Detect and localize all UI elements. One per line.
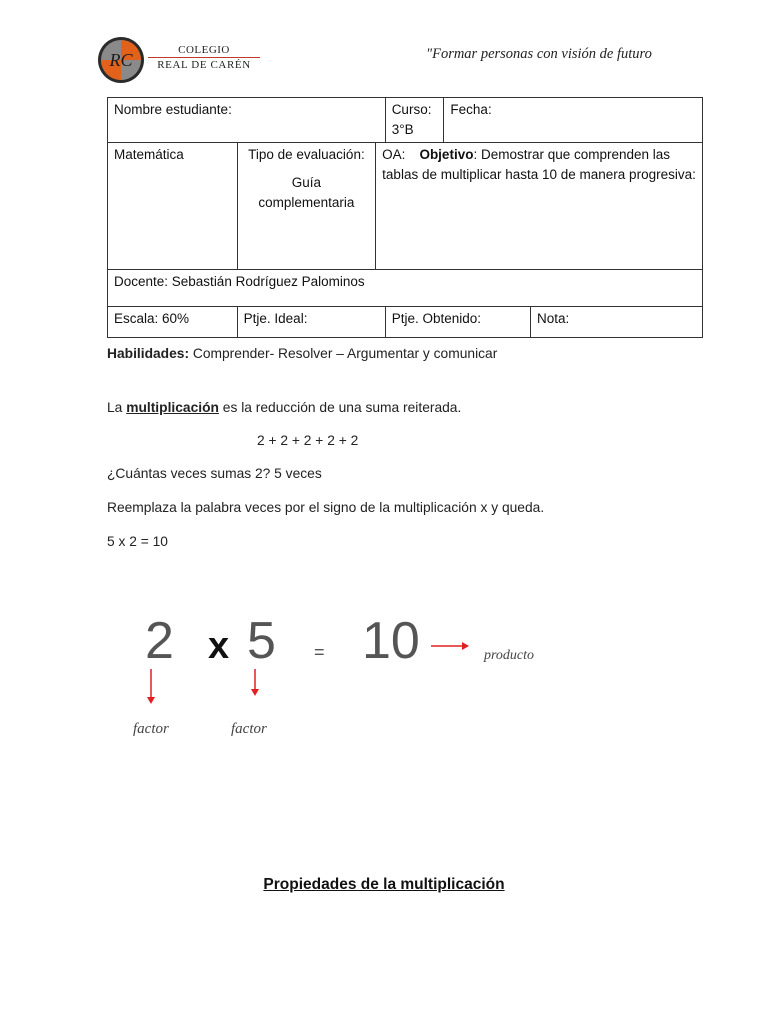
example-line: 5 x 2 = 10	[107, 534, 168, 549]
instruction-line: Reemplaza la palabra veces por el signo de la multiplicación x y queda.	[107, 500, 545, 515]
evaluation-type-value: Guía complementaria	[258, 175, 355, 210]
intro-post: es la reducción de una suma reiterada.	[218, 400, 462, 415]
obtained-score-cell[interactable]: Ptje. Obtenido:	[385, 307, 530, 338]
scale-cell: Escala: 60%	[108, 307, 238, 338]
school-name-line1: COLEGIO	[178, 44, 230, 56]
grade-cell[interactable]: Nota:	[530, 307, 702, 338]
times-sign: x	[208, 625, 230, 667]
factor2-label: factor	[231, 721, 267, 737]
school-motto: "Formar personas con visión de futuro	[426, 46, 652, 62]
teacher-cell: Docente: Sebastián Rodríguez Palominos	[108, 270, 703, 307]
factor1-arrow	[147, 669, 155, 704]
factor1-digit: 2	[145, 612, 174, 670]
question-line: ¿Cuántas veces sumas 2? 5 veces	[107, 466, 322, 481]
oa-prefix: OA:	[382, 147, 406, 162]
subject-cell: Matemática	[108, 143, 238, 270]
intro-pre: La	[107, 400, 127, 415]
date-cell[interactable]: Fecha:	[444, 98, 703, 143]
product-label: producto	[484, 648, 535, 663]
skills-text: Comprender- Resolver – Argumentar y comunicar	[189, 346, 498, 361]
section-title: Propiedades de la multiplicación	[263, 876, 505, 893]
intro-term: multiplicación	[126, 400, 219, 415]
evaluation-type-label: Tipo de evaluación:	[248, 147, 365, 162]
factor1-label: factor	[133, 721, 169, 737]
objective-label: Objetivo	[419, 147, 474, 162]
objective-text: : Demostrar que comprenden las tablas de multiplicar hasta 10 de manera progresiva:	[382, 147, 696, 182]
student-name-cell[interactable]: Nombre estudiante:	[108, 98, 386, 143]
course-cell: Curso: 3°B	[385, 98, 444, 143]
factor2-digit: 5	[247, 612, 276, 670]
svg-text:RC: RC	[109, 50, 133, 70]
ideal-score-cell[interactable]: Ptje. Ideal:	[237, 307, 385, 338]
sum-expression: 2 + 2 + 2 + 2 + 2	[257, 433, 359, 448]
result-number: 10	[362, 612, 420, 670]
equals-sign: =	[314, 642, 325, 662]
school-name-line2: REAL DE CARÉN	[157, 59, 251, 71]
result-arrow	[431, 642, 469, 650]
factor2-arrow	[251, 669, 259, 696]
skills-label: Habilidades:	[107, 346, 190, 361]
